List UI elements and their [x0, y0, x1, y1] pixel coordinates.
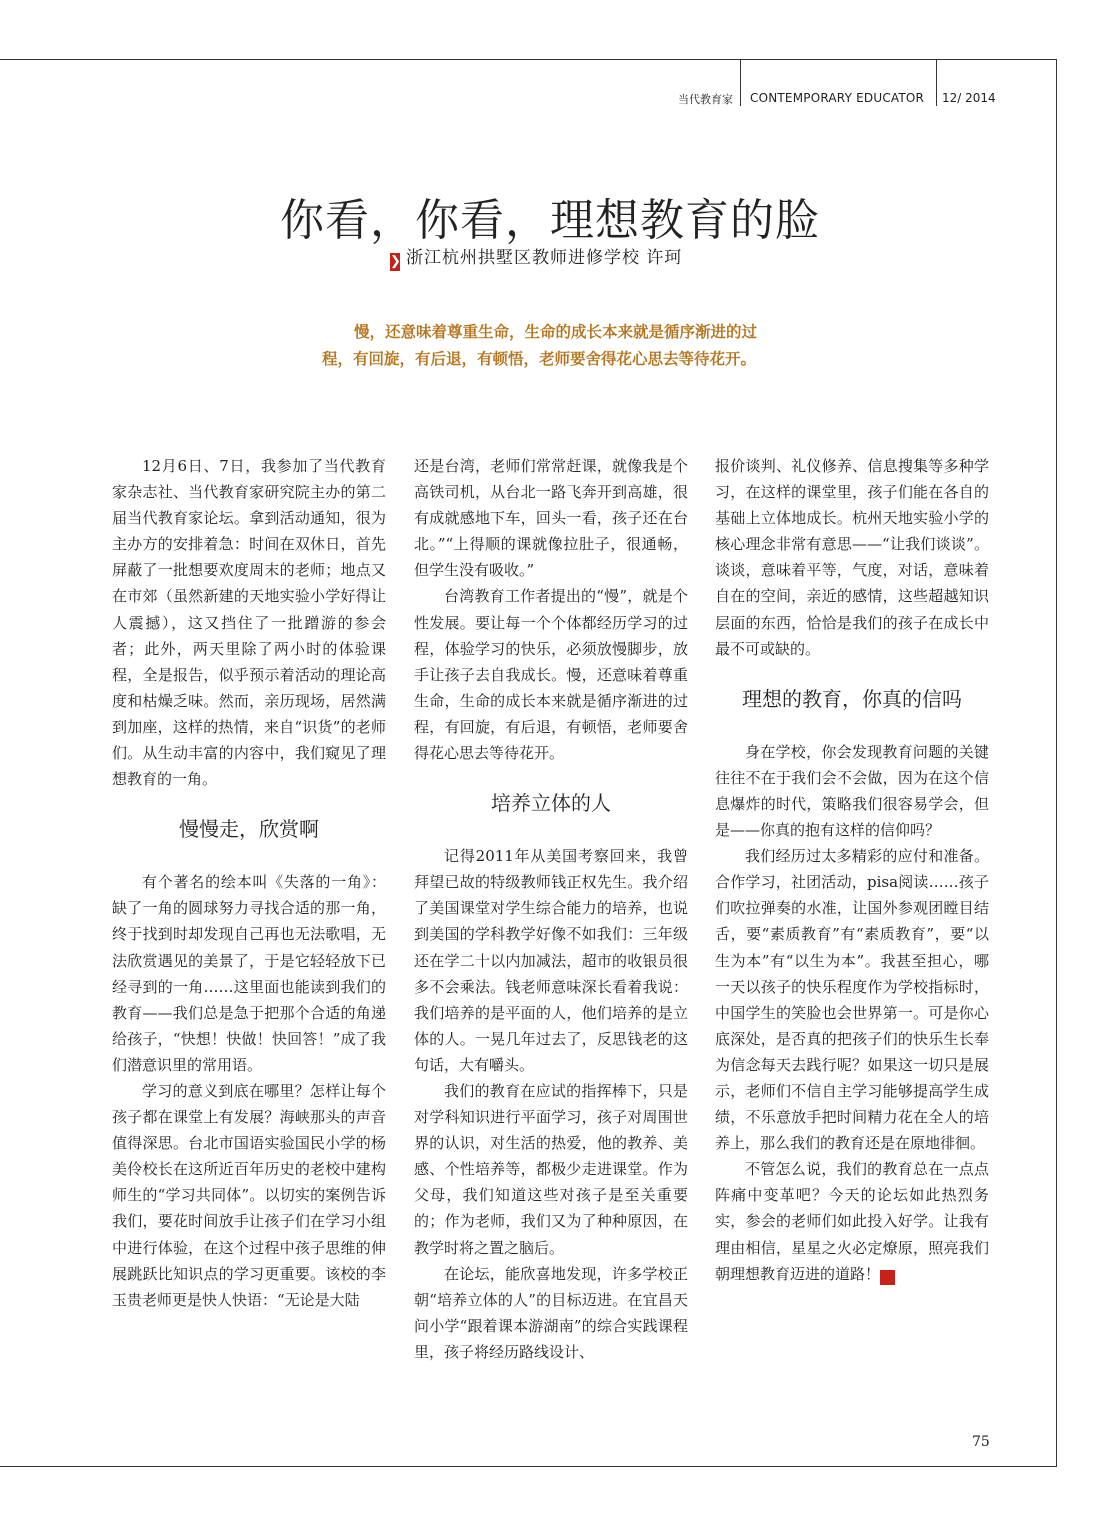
paragraph: 我们的教育在应试的指挥棒下，只是对学科知识进行平面学习，孩子对周围世界的认识，对生活的热爱，他的教养、美感、个性培养等，都极少走进课堂。作为父母，我们知道这些对孩子是至关重要的；作为老师，我们又为了种种原因，在教学时将之置之脑后。 — [414, 1081, 688, 1257]
header-separator — [936, 59, 937, 106]
header-separator — [740, 59, 741, 106]
paragraph: 学习的意义到底在哪里？怎样让每个孩子都在课堂上有发展？海峡那头的声音值得深思。台北市国语实验国民小学的杨美伶校长在这所近百年历史的老校中建构师生的“学习共同体”。以切实的案例告诉我们，要花时间放手让孩子们在学习小组中进行体验，在这个过程中孩子思维的伸展跳跃比知识点的学习更重要。该校的李玉贵老师更是快人快语：“无论是大陆 — [112, 1081, 386, 1309]
column-1 — [112, 453, 386, 1313]
paragraph: 在论坛，能欣喜地发现，许多学校正朝“培养立体的人”的目标迈进。在宜昌天问小学“跟着课本游湖南”的综合实践课程里，孩子将经历路线设计、 — [414, 1264, 688, 1361]
byline-marker-icon: ❯ — [390, 254, 402, 269]
section-heading: 慢慢走，欣赏啊 — [179, 817, 319, 842]
issue-number: 12/ 2014 — [942, 91, 996, 105]
lead-line: 慢，还意味着尊重生命，生命的成长本来就是循序渐进的过 — [354, 322, 758, 341]
paragraph-text: 我们经历过太多精彩的应付和准备。合作学习，社团活动，pisa阅读……孩子们吹拉弹奏的水准，让国外参观团瞠目结舌，要“素质教育”有“素质教育”，要“以生为本”有“以生为本”。我甚至担心，哪一天以孩子的快乐程度作为学校指标时，中国学生的笑脸也会世界第一。可是你心底深处，是否真的把孩子们的快乐生长奉为信念每天去践行呢？如果这一切只是展示，老师们不信自主学习能够提高学生成绩，不乐意放手把时间精力花在全人的培养上，那么我们的教育还是在原地徘徊。 — [715, 847, 989, 1153]
end-mark-icon: 家 — [880, 1270, 895, 1285]
paragraph: 有个著名的绘本叫《失落的一角》：缺了一角的圆球努力寻找合适的那一角，终于找到时却发现自己再也无法歌唱，无法欣赏遇见的美景了，于是它轻轻放下已经寻到的一角……这里面也能读到我们的教育——我们总是急于把那个合适的角递给孩子，“快想！快做！快回答！”成了我们潜意识里的常用语。 — [112, 873, 386, 1074]
journal-name-zh: 当代教育家 — [678, 93, 733, 106]
paragraph: 还是台湾，老师们常常赶课，就像我是个高铁司机，从台北一路飞奔开到高雄，很有成就感地下车，回头一看，孩子还在台北。”“上得顺的课就像拉肚子，很通畅，但学生没有吸收。” — [414, 457, 688, 580]
byline-text: 浙江杭州拱墅区教师进修学校 许珂 — [406, 248, 683, 268]
section-heading: 培养立体的人 — [491, 791, 611, 816]
paragraph: 记得2011年从美国考察回来，我曾拜望已故的特级教师钱正权先生。我介绍了美国课堂对学生综合能力的培养，也说到美国的学科教学好像不如我们：三年级还在学二十以内加减法，超市的收银员很多不会乘法。钱老师意味深长看着我说：我们培养的是平面的人，他们培养的是立体的人。一晃几年过去了，反思钱老的这句话，大有嚼头。 — [414, 847, 688, 1074]
column-2 — [414, 453, 688, 1365]
journal-name-en: CONTEMPORARY EDUCATOR — [750, 91, 925, 105]
paragraph-text: 不管怎么说，我们的教育总在一点点阵痛中变革吧？今天的论坛如此热烈务实，参会的老师们如此投入好学。让我有理由相信，星星之火必定燎原，照亮我们朝理想教育迈进的道路！ — [715, 1160, 989, 1283]
paragraph: 报价谈判、礼仪修养、信息搜集等多种学习，在这样的课堂里，孩子们能在各自的基础上立体地成长。杭州天地实验小学的核心理念非常有意思——“让我们谈谈”。谈谈，意味着平等，气度，对话，意味着自在的空间，亲近的感情，这些超越知识层面的东西，恰恰是我们的孩子在成长中最不可或缺的。 — [715, 457, 989, 658]
article-title: 你看，你看，理想教育的脸 — [280, 195, 820, 246]
frame-right-line — [1056, 59, 1057, 1466]
page-number: 75 — [972, 1434, 990, 1450]
paragraph — [715, 843, 989, 1156]
paragraph: 12月6日、7日，我参加了当代教育家杂志社、当代教育家研究院主办的第二届当代教育家论坛。拿到活动通知，很为主办方的安排着急：时间在双休日，首先屏蔽了一批想要欢度周末的老师；地点又在市郊（虽然新建的天地实验小学好得让人震撼），这又挡住了一批蹭游的参会者；此外，两天里除了两小时的体验课程，全是报告，似乎预示着活动的理论高度和枯燥乏味。然而，亲历现场，居然满到加座，这样的热情，来自“识货”的老师们。从生动丰富的内容中，我们窥见了理想教育的一角。 — [112, 457, 386, 789]
section-heading: 理想的教育，你真的信吗 — [742, 686, 962, 711]
frame-top-line — [0, 59, 1057, 60]
paragraph: 台湾教育工作者提出的“慢”，就是个性发展。要让每一个个体都经历学习的过程，体验学习的快乐，必须放慢脚步，放手让孩子去自我成长。慢，还意味着尊重生命，生命的成长本来就是循序渐进的过程，有回旋，有后退，有顿悟，老师要舍得花心思去等待花开。 — [414, 587, 688, 763]
paragraph: 身在学校，你会发现教育问题的关键往往不在于我们会不会做，因为在这个信息爆炸的时代，策略我们很容易学会，但是——你真的抱有这样的信仰吗？ — [715, 742, 989, 840]
lead-quote — [322, 318, 782, 372]
byline — [390, 243, 682, 271]
paragraph — [715, 1156, 989, 1286]
column-3 — [715, 453, 989, 1287]
frame-bottom-line — [0, 1466, 1057, 1467]
lead-line: 程，有回旋，有后退，有顿悟，老师要舍得花心思去等待花开。 — [322, 349, 757, 368]
